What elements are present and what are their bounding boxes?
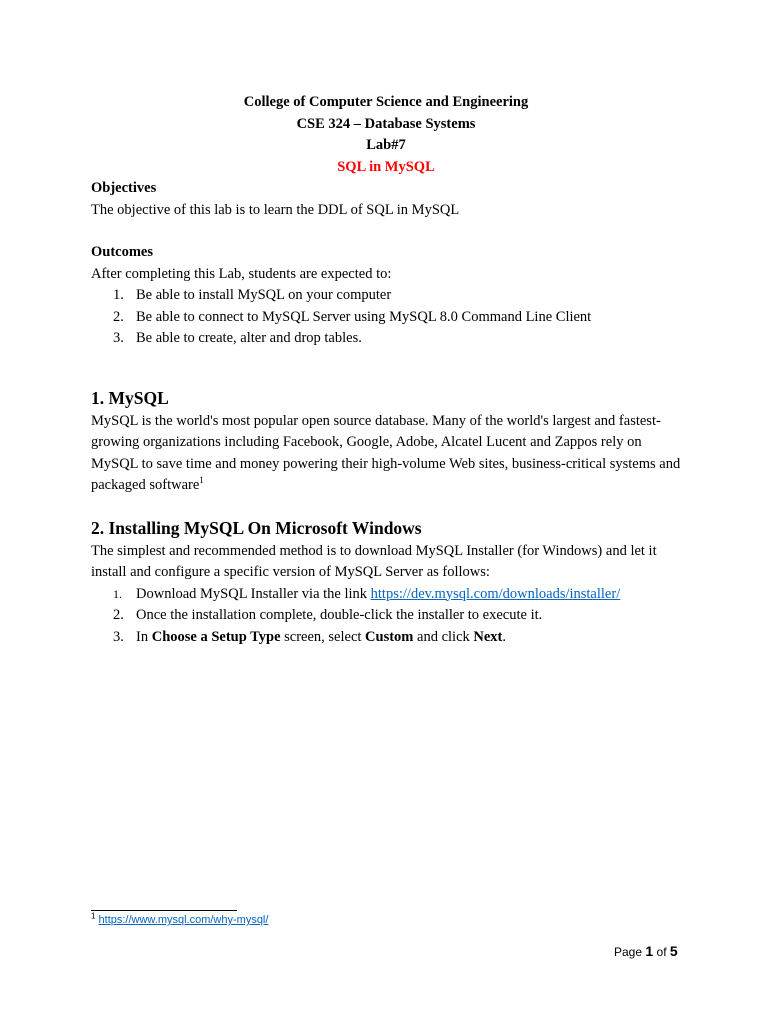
total-pages: 5 — [669, 943, 678, 959]
lab-number: Lab#7 — [366, 137, 406, 153]
outcomes-intro: After completing this Lab, students are expected to: — [91, 265, 392, 282]
footnote — [91, 911, 269, 926]
install-steps-list — [91, 584, 681, 649]
section-2-heading: 2. Installing MySQL On Microsoft Windows — [91, 517, 422, 538]
objectives-text: The objective of this lab is to learn the DDL of SQL in MySQL — [91, 201, 460, 218]
list-item: 3. Be able to create, alter and drop tables. — [113, 330, 362, 346]
list-item: 2. Be able to connect to MySQL Server using MySQL 8.0 Command Line Client — [113, 308, 592, 325]
list-item: 1. Be able to install MySQL on your computer — [113, 287, 392, 303]
course-title: CSE 324 – Database Systems — [296, 115, 476, 132]
list-item: 3. In Choose a Setup Type screen, select Custom and click Next. — [113, 628, 507, 645]
section-1-heading: 1. MySQL — [91, 387, 169, 408]
footnote-separator — [91, 910, 237, 911]
outcomes-heading: Outcomes — [91, 244, 154, 260]
installer-download-link[interactable]: https://dev.mysql.com/downloads/installer/ — [370, 585, 621, 602]
page-number: Page 1 of 5 — [614, 943, 678, 959]
college-name: College of Computer Science and Engineering — [243, 94, 529, 110]
current-page: 1 — [645, 943, 654, 959]
footnote-reference[interactable]: 1 — [199, 475, 204, 486]
lab-topic: SQL in MySQL — [337, 158, 435, 175]
section-2-text: The simplest and recommended method is to download MySQL Installer (for Windows) and let it install and configure a specific version of MySQL Server as follows: — [91, 542, 657, 580]
footnote-mark: 1 — [91, 911, 96, 921]
footnote-link[interactable]: https://www.mysql.com/why-mysql/ — [98, 914, 269, 926]
list-item: 2. Once the installation complete, double-click the installer to execute it. — [113, 607, 543, 623]
section-1-text: MySQL is the world's most popular open source database. Many of the world's largest and fastest-growing organizations including Facebook, Google, Adobe, Alcatel Lucent and Zappos rely on MySQL to save time and money powering their high-volume Web sites, business-critical systems and packaged software$^1$ — [91, 412, 681, 493]
list-item: 1. Download MySQL Installer via the link https://dev.mysql.com/downloads/installer/ — [113, 585, 621, 602]
document-header — [91, 92, 681, 178]
page-content — [91, 92, 681, 648]
objectives-heading: Objectives — [91, 180, 157, 196]
outcomes-list — [91, 285, 681, 350]
